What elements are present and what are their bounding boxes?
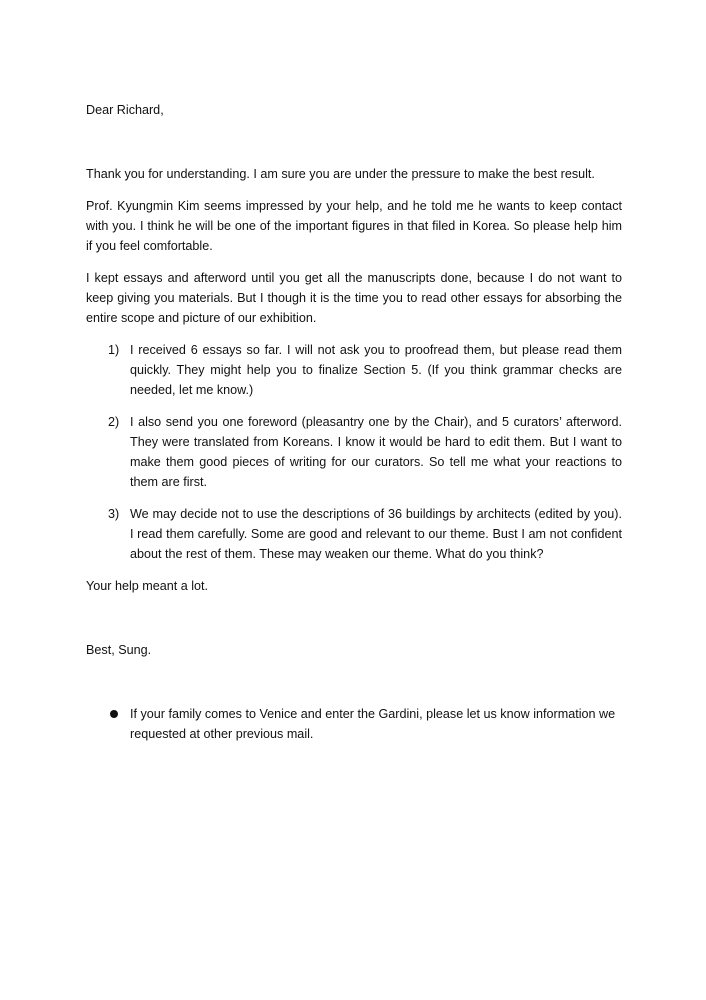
paragraph-3: I kept essays and afterword until you get all the manuscripts done, because I do not want to keep giving you materials. But I though it is the time you to read other essays for absorbing the entire scope and picture of our exhibition. bbox=[86, 271, 622, 325]
paragraph-1: Thank you for understanding. I am sure you are under the pressure to make the best result. bbox=[86, 167, 595, 181]
list-number: 2) bbox=[108, 415, 120, 429]
list-item-text: I also send you one foreword (pleasantry one by the Chair), and 5 curators’ afterword. They were translated from Koreans. I know it would be hard to edit them. But I want to make them good pieces of writing for our curators. So tell me what your reactions to them are first. bbox=[130, 415, 622, 489]
paragraph-2: Prof. Kyungmin Kim seems impressed by your help, and he told me he wants to keep contact with you. I think he will be one of the important figures in that filed in Korea. So please help him if you feel comfortable. bbox=[86, 199, 622, 253]
closing-line: Your help meant a lot. bbox=[86, 579, 209, 593]
list-item-text: We may decide not to use the descriptions of 36 buildings by architects (edited by you). I read them carefully. Some are good and relevant to our theme. Bust I am not confident about the rest of them. These may weaken our theme. What do you think? bbox=[130, 507, 622, 561]
bullet-icon bbox=[110, 710, 118, 718]
note-text: If your family comes to Venice and enter the Gardini, please let us know information we requested at other previous mail. bbox=[130, 707, 616, 741]
signoff: Best, Sung. bbox=[86, 643, 152, 657]
list-number: 1) bbox=[108, 343, 120, 357]
list-item-text: I received 6 essays so far. I will not ask you to proofread them, but please read them quickly. They might help you to finalize Section 5. (If you think grammar checks are needed, let me know.) bbox=[130, 343, 622, 397]
list-number: 3) bbox=[108, 507, 120, 521]
salutation: Dear Richard, bbox=[86, 103, 164, 117]
